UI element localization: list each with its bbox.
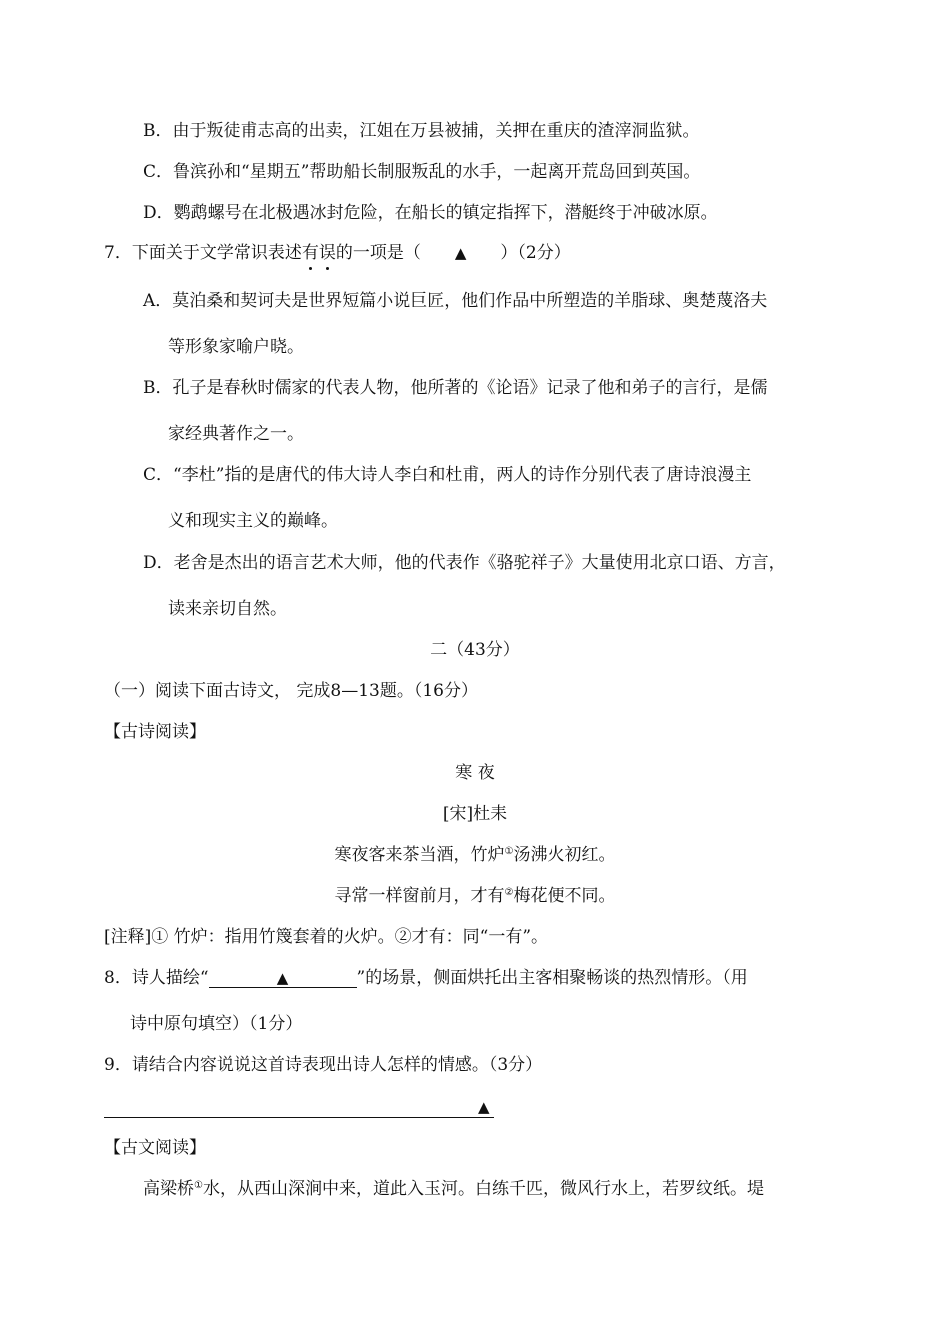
q7-stem-after: 的一项是（: [335, 243, 421, 263]
poem-author: [宋]杜耒: [442, 804, 508, 824]
q7-stem-before: 7．下面关于文学常识表述: [104, 243, 302, 263]
q9-question: 9．请结合内容说说这首诗表现出诗人怎样的情感。（3分）: [104, 1055, 543, 1075]
part-one-instruction: （一）阅读下面古诗文， 完成8—13题。（16分）: [104, 681, 478, 701]
emphasis-char-you: 有: [301, 243, 319, 263]
q7-option-d-line1: D．老舍是杰出的语言艺术大师，他的代表作《骆驼祥子》大量使用北京口语、方言，: [143, 553, 786, 573]
q7-option-a-line1: A．莫泊桑和契诃夫是世界短篇小说巨匠，他们作品中所塑造的羊脂球、奥楚蔑洛夫: [143, 291, 768, 311]
poem-line-2: 寻常一样窗前月，才有②梅花便不同。: [334, 886, 616, 906]
q6-option-c: C．鲁滨孙和“星期五”帮助船长制服叛乱的水手，一起离开荒岛回到英国。: [143, 162, 701, 182]
answer-triangle-marker: ▲: [478, 1098, 490, 1116]
footnote-marker-2: ②: [504, 887, 514, 898]
answer-triangle-marker: ▲: [454, 244, 467, 262]
q7-option-b-line2: 家经典著作之一。: [168, 424, 304, 444]
poem-note: [注释]① 竹炉：指用竹篾套着的火炉。②才有：同“一有”。: [104, 927, 549, 947]
section-two-heading: 二（43分）: [430, 640, 520, 660]
q7-option-d-line2: 读来亲切自然。: [168, 599, 287, 619]
footnote-marker-1: ①: [504, 846, 514, 857]
prose-reading-heading: 【古文阅读】: [104, 1138, 206, 1158]
q7-option-a-line2: 等形象家喻户晓。: [168, 337, 304, 357]
footnote-marker-1: ①: [194, 1180, 203, 1191]
q6-option-b: B．由于叛徒甫志高的出卖，江姐在万县被捕，关押在重庆的渣滓洞监狱。: [143, 121, 700, 141]
q7-option-c-line1: C．“李杜”指的是唐代的伟大诗人李白和杜甫，两人的诗作分别代表了唐诗浪漫主: [143, 465, 752, 485]
emphasis-char-wu: 误: [318, 243, 336, 263]
poem-line-1: 寒夜客来茶当酒，竹炉①汤沸火初红。: [334, 845, 616, 865]
q8-line2: 诗中原句填空）（1分）: [130, 1014, 303, 1034]
q7-option-c-line2: 义和现实主义的巅峰。: [168, 511, 338, 531]
poem-title: 寒 夜: [455, 763, 495, 783]
answer-triangle-marker: ▲: [276, 969, 289, 987]
poem-reading-heading: 【古诗阅读】: [104, 722, 206, 742]
q7-option-b-line1: B．孔子是春秋时儒家的代表人物，他所著的《论语》记录了他和弟子的言行，是儒: [143, 378, 768, 398]
fill-blank: [209, 969, 357, 988]
q7-stem-end: ）（2分）: [500, 243, 571, 263]
prose-paragraph-line1: 高梁桥①水，从西山深涧中来，道此入玉河。白练千匹，微风行水上，若罗纹纸。堤: [143, 1179, 764, 1199]
q8-line1: 8．诗人描绘“ ▲ ”的场景，侧面烘托出主客相聚畅谈的热烈情形。（用: [104, 968, 748, 988]
answer-line: [104, 1099, 494, 1118]
q7-stem: [104, 242, 571, 264]
q6-option-d: D．鹦鹉螺号在北极遇冰封危险，在船长的镇定指挥下，潜艇终于冲破冰原。: [143, 203, 718, 223]
